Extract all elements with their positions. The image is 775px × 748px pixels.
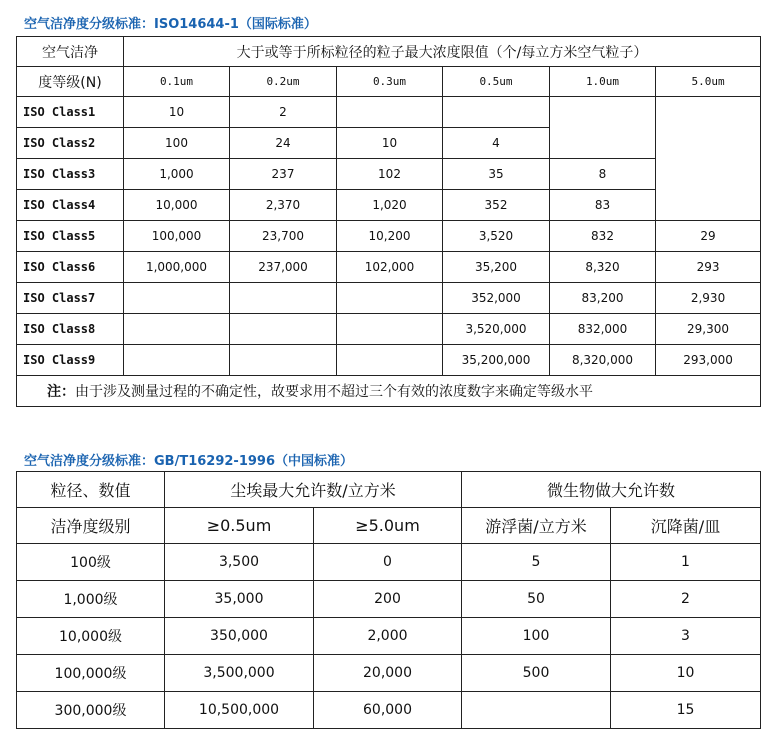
iso-cell: 102,000 bbox=[337, 252, 443, 283]
gb-cell bbox=[462, 692, 611, 729]
table-row bbox=[17, 618, 761, 655]
iso-cell: 352 bbox=[443, 190, 550, 221]
iso-cell: 102 bbox=[337, 159, 443, 190]
iso-cell bbox=[230, 314, 337, 345]
table-row bbox=[17, 345, 761, 376]
iso-cell bbox=[124, 345, 230, 376]
gb-cell: 60,000 bbox=[314, 692, 462, 729]
iso-cell: 8,320,000 bbox=[550, 345, 656, 376]
iso-cell: 2,930 bbox=[656, 283, 761, 314]
iso-cell: 1,000,000 bbox=[124, 252, 230, 283]
iso-size-header: 0.2um bbox=[230, 67, 337, 97]
iso-cell-empty bbox=[550, 97, 656, 159]
gb-header-level-line1: 粒径、数值 bbox=[17, 472, 165, 508]
iso-cell: 10 bbox=[337, 128, 443, 159]
iso-size-header: 0.3um bbox=[337, 67, 443, 97]
gb-level: 100,000级 bbox=[17, 655, 165, 692]
iso-cell bbox=[337, 345, 443, 376]
gb-header-settling: 沉降菌/皿 bbox=[611, 508, 761, 544]
iso-size-header: 0.1um bbox=[124, 67, 230, 97]
iso-cell: 1,000 bbox=[124, 159, 230, 190]
iso-class-label: ISO Class1 bbox=[17, 97, 124, 128]
gb-cell: 1 bbox=[611, 544, 761, 581]
iso-cell: 2,370 bbox=[230, 190, 337, 221]
iso-cell: 352,000 bbox=[443, 283, 550, 314]
iso-cell: 237,000 bbox=[230, 252, 337, 283]
iso-class-label: ISO Class7 bbox=[17, 283, 124, 314]
gb-cell: 3,500,000 bbox=[165, 655, 314, 692]
gb-cell: 350,000 bbox=[165, 618, 314, 655]
iso-cell bbox=[124, 314, 230, 345]
gb-header-micro: 微生物做大允许数 bbox=[462, 472, 761, 508]
iso-cell: 3,520 bbox=[443, 221, 550, 252]
iso-cell: 35,200,000 bbox=[443, 345, 550, 376]
gb-cell: 200 bbox=[314, 581, 462, 618]
iso-cell: 8,320 bbox=[550, 252, 656, 283]
iso-cell: 4 bbox=[443, 128, 550, 159]
iso-header-span: 大于或等于所标粒径的粒子最大浓度限值（个/每立方米空气粒子） bbox=[124, 37, 761, 67]
iso-size-header: 5.0um bbox=[656, 67, 761, 97]
table-row bbox=[17, 159, 761, 190]
gb-section-title: 空气洁净度分级标准：GB/T16292-1996（中国标准） bbox=[24, 454, 353, 469]
iso-cell bbox=[337, 283, 443, 314]
iso-class-label: ISO Class5 bbox=[17, 221, 124, 252]
gb-cell: 15 bbox=[611, 692, 761, 729]
gb-cell: 35,000 bbox=[165, 581, 314, 618]
table-row bbox=[17, 97, 761, 128]
iso-cell: 10,000 bbox=[124, 190, 230, 221]
gb-cell: 0 bbox=[314, 544, 462, 581]
iso-cell bbox=[443, 97, 550, 128]
iso-cell: 10,200 bbox=[337, 221, 443, 252]
table-row bbox=[17, 283, 761, 314]
gb-cell: 10 bbox=[611, 655, 761, 692]
iso-cell: 35 bbox=[443, 159, 550, 190]
gb-cell: 100 bbox=[462, 618, 611, 655]
iso-cell: 83,200 bbox=[550, 283, 656, 314]
iso-size-header: 1.0um bbox=[550, 67, 656, 97]
iso-cell: 29 bbox=[656, 221, 761, 252]
iso-cell bbox=[337, 97, 443, 128]
iso-cell bbox=[230, 283, 337, 314]
iso-cell bbox=[230, 345, 337, 376]
iso-note-text: 由于涉及测量过程的不确定性，故要求用不超过三个有效的浓度数字来确定等级水平 bbox=[75, 384, 593, 400]
gb-cell: 3,500 bbox=[165, 544, 314, 581]
gb-cell: 2,000 bbox=[314, 618, 462, 655]
iso-standard-table bbox=[16, 36, 761, 407]
iso-cell: 1,020 bbox=[337, 190, 443, 221]
gb-level: 300,000级 bbox=[17, 692, 165, 729]
iso-cell bbox=[124, 283, 230, 314]
gb-level: 100级 bbox=[17, 544, 165, 581]
iso-class-label: ISO Class4 bbox=[17, 190, 124, 221]
iso-cell: 100,000 bbox=[124, 221, 230, 252]
iso-cell: 83 bbox=[550, 190, 656, 221]
gb-cell: 5 bbox=[462, 544, 611, 581]
gb-header-dust-05: ≥0.5um bbox=[165, 508, 314, 544]
table-row bbox=[17, 581, 761, 618]
iso-class-label: ISO Class3 bbox=[17, 159, 124, 190]
iso-cell: 24 bbox=[230, 128, 337, 159]
table-row bbox=[17, 314, 761, 345]
gb-cell: 50 bbox=[462, 581, 611, 618]
gb-cell: 20,000 bbox=[314, 655, 462, 692]
gb-level: 10,000级 bbox=[17, 618, 165, 655]
iso-note-label: 注： bbox=[47, 384, 75, 400]
iso-cell: 2 bbox=[230, 97, 337, 128]
iso-cell: 35,200 bbox=[443, 252, 550, 283]
iso-cell: 29,300 bbox=[656, 314, 761, 345]
iso-cell: 832,000 bbox=[550, 314, 656, 345]
iso-cell: 100 bbox=[124, 128, 230, 159]
iso-class-label: ISO Class2 bbox=[17, 128, 124, 159]
gb-header-dust: 尘埃最大允许数/立方米 bbox=[165, 472, 462, 508]
iso-note bbox=[17, 376, 761, 407]
iso-class-label: ISO Class8 bbox=[17, 314, 124, 345]
gb-cell: 10,500,000 bbox=[165, 692, 314, 729]
iso-class-label: ISO Class6 bbox=[17, 252, 124, 283]
iso-header-class-line1: 空气洁净 bbox=[17, 37, 124, 67]
iso-size-header: 0.5um bbox=[443, 67, 550, 97]
iso-cell: 293,000 bbox=[656, 345, 761, 376]
table-row bbox=[17, 190, 761, 221]
iso-cell: 10 bbox=[124, 97, 230, 128]
gb-standard-table bbox=[16, 471, 761, 729]
table-row bbox=[17, 692, 761, 729]
table-row bbox=[17, 221, 761, 252]
iso-cell: 8 bbox=[550, 159, 656, 190]
iso-cell-empty bbox=[656, 97, 761, 221]
iso-cell: 3,520,000 bbox=[443, 314, 550, 345]
iso-cell: 832 bbox=[550, 221, 656, 252]
gb-cell: 3 bbox=[611, 618, 761, 655]
gb-header-level-line2: 洁净度级别 bbox=[17, 508, 165, 544]
gb-header-floating: 游浮菌/立方米 bbox=[462, 508, 611, 544]
iso-section-title: 空气洁净度分级标准：ISO14644-1（国际标准） bbox=[24, 17, 317, 32]
iso-cell: 293 bbox=[656, 252, 761, 283]
iso-header-class-line2: 度等级(N) bbox=[17, 67, 124, 97]
table-row bbox=[17, 252, 761, 283]
gb-cell: 500 bbox=[462, 655, 611, 692]
iso-cell bbox=[337, 314, 443, 345]
iso-cell: 23,700 bbox=[230, 221, 337, 252]
gb-level: 1,000级 bbox=[17, 581, 165, 618]
table-row bbox=[17, 544, 761, 581]
gb-cell: 2 bbox=[611, 581, 761, 618]
iso-class-label: ISO Class9 bbox=[17, 345, 124, 376]
table-row bbox=[17, 655, 761, 692]
iso-cell: 237 bbox=[230, 159, 337, 190]
gb-header-dust-50: ≥5.0um bbox=[314, 508, 462, 544]
